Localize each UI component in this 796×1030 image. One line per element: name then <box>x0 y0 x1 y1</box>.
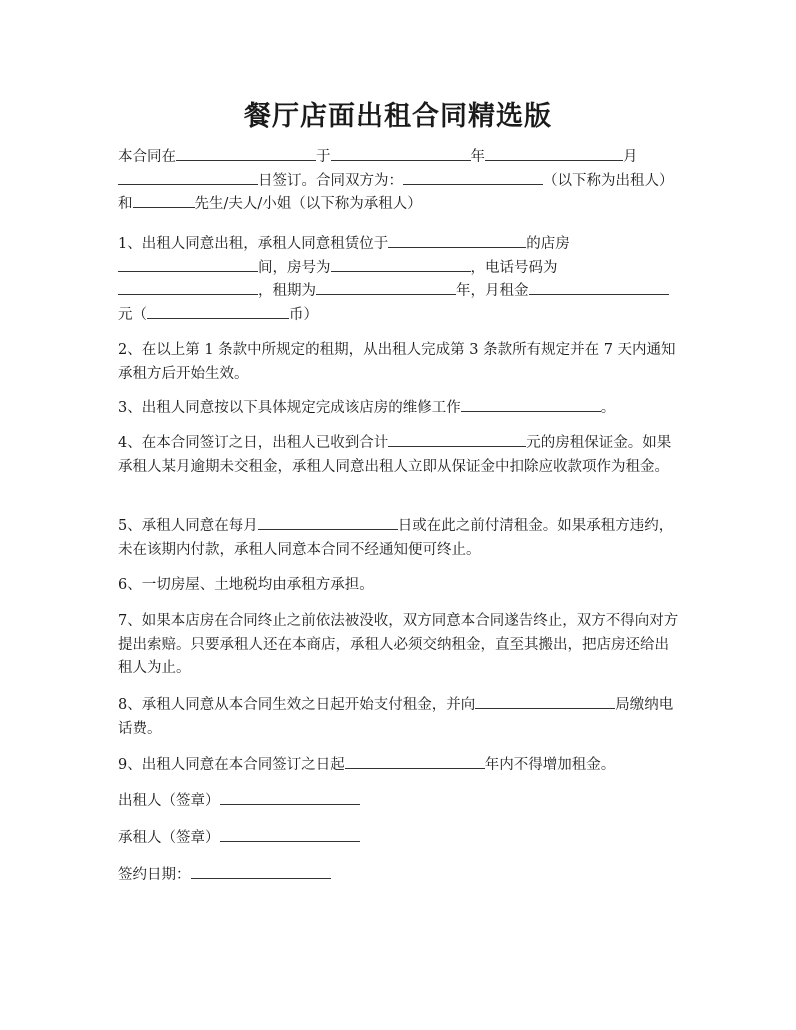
blank-rooms[interactable] <box>118 257 258 272</box>
intro-text: （以下称为出租人）和 <box>118 172 674 212</box>
clause-text: ，电话号码为 <box>470 259 558 276</box>
clause-text: 5、承租人同意在每月 <box>118 518 258 534</box>
blank-place[interactable] <box>176 146 316 161</box>
intro-text: 日签订。合同双方为： <box>258 172 403 189</box>
intro-text: 先生/夫人/小姐（以下称为承租人） <box>194 196 422 212</box>
blank-day[interactable] <box>118 170 258 185</box>
clause-text: 1、出租人同意出租，承租人同意租赁位于 <box>118 236 389 252</box>
blank-lessor-name[interactable] <box>403 170 543 185</box>
blank-date-year[interactable] <box>331 146 471 161</box>
clause-2: 2、在以上第 1 条款中所规定的租期，从出租人完成第 3 条款所有规定并在 7 天内通知承租方后开始生效。 <box>118 342 676 382</box>
clause-text: 元（ <box>118 306 147 323</box>
signature-lessor <box>118 790 360 812</box>
clause-text: 4、在本合同签订之日，出租人已收到合计 <box>118 435 389 451</box>
clause-text: 的店房 <box>526 236 570 252</box>
clause-text: 币） <box>289 306 318 323</box>
blank-phone[interactable] <box>118 280 258 295</box>
clause-7: 7、如果本店房在合同终止之前依法被没收，双方同意本合同遂告终止，双方不得向对方提出索赔。只要承租人还在本商店，承租人必须交纳租金，直至其搬出，把店房还给出租人为止。 <box>118 613 679 676</box>
blank-room-number[interactable] <box>331 257 471 272</box>
clause-text: 元的房租保证金。如果承租人某月逾期未交租金，承租人同意出租人立即从保证金中扣除应收款项作为租金。 <box>118 435 672 475</box>
intro-text: 月 <box>623 149 638 165</box>
clause-9 <box>118 754 680 778</box>
document-title: 餐厅店面出租合同精选版 <box>244 101 552 132</box>
intro-text: 本合同在 <box>118 149 176 165</box>
blank-lessee-name[interactable] <box>133 193 195 208</box>
clause-text: 3、出租人同意按以下具体规定完成该店房的维修工作 <box>118 400 461 416</box>
clause-text: 年，月租金 <box>456 283 529 299</box>
intro-text: 年 <box>470 149 485 165</box>
clause-text: 局缴纳电话费。 <box>118 697 674 737</box>
clause-3 <box>118 397 680 421</box>
blank-currency[interactable] <box>147 304 289 319</box>
clause-text: 年内不得增加租金。 <box>484 757 616 773</box>
signature-lessee <box>118 827 360 849</box>
blank-years[interactable] <box>345 754 485 769</box>
blank-month[interactable] <box>485 146 623 161</box>
blank-lessor-signature[interactable] <box>220 790 360 805</box>
clause-text: 日或在此之前付清租金。如果承租方违约，未在该期内付款，承租人同意本合同不经通知便可终止。 <box>118 518 674 558</box>
clause-text: 8、承租人同意从本合同生效之日起开始支付租金，并向 <box>118 697 476 713</box>
blank-lessee-signature[interactable] <box>220 827 360 842</box>
blank-pay-day[interactable] <box>258 515 398 530</box>
clause-text: ，租期为 <box>258 283 316 299</box>
blank-repair-work[interactable] <box>461 397 601 412</box>
clause-5 <box>118 515 680 562</box>
clause-6: 6、一切房屋、土地税均由承租方承担。 <box>118 577 374 593</box>
clause-text: 间，房号为 <box>258 259 331 276</box>
signature-date <box>118 864 331 886</box>
paragraph-intro <box>118 146 680 217</box>
signature-label: 签约日期： <box>118 867 191 883</box>
blank-term[interactable] <box>316 280 456 295</box>
clause-text: 9、出租人同意在本合同签订之日起 <box>118 757 345 773</box>
clause-1 <box>118 233 680 327</box>
blank-location[interactable] <box>388 233 526 248</box>
clause-8 <box>118 694 680 741</box>
blank-deposit[interactable] <box>388 432 526 447</box>
signature-label: 承租人（签章） <box>118 830 220 846</box>
clause-text: 。 <box>600 400 616 416</box>
clause-4 <box>118 432 680 479</box>
blank-sign-date[interactable] <box>191 864 331 879</box>
intro-text: 于 <box>316 149 331 165</box>
blank-monthly-rent[interactable] <box>529 280 669 295</box>
blank-telecom-bureau[interactable] <box>475 694 615 709</box>
signature-label: 出租人（签章） <box>118 793 220 809</box>
